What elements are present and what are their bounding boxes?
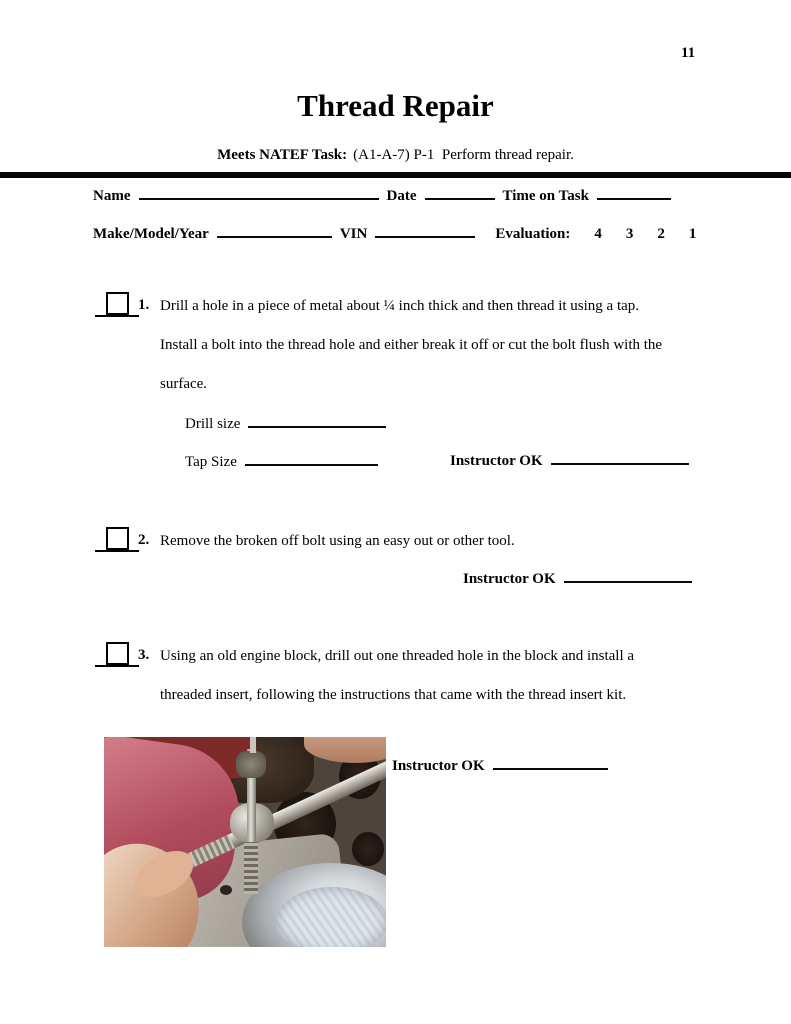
evaluation-score-2: 2 bbox=[657, 226, 665, 242]
photo-tap-threads bbox=[244, 842, 258, 894]
task3-text bbox=[160, 647, 634, 725]
task3-line-1: Using an old engine block, drill out one threaded hole in the block and install a bbox=[160, 648, 635, 664]
time-on-task-field-blank[interactable] bbox=[597, 197, 671, 200]
tap-size-field-blank[interactable] bbox=[245, 463, 378, 466]
checkbox-box-icon bbox=[106, 527, 129, 550]
checkbox-box-icon bbox=[106, 292, 129, 315]
task3-instructor-ok-blank[interactable] bbox=[493, 767, 608, 770]
task2-text bbox=[160, 532, 515, 571]
page-number: 11 bbox=[681, 45, 696, 61]
checkbox-box-icon bbox=[106, 642, 129, 665]
checkbox-underline bbox=[95, 665, 139, 667]
drill-size-label: Drill size bbox=[185, 416, 241, 432]
drill-size-field-blank[interactable] bbox=[248, 425, 386, 428]
natef-task-label: Meets NATEF Task: bbox=[217, 147, 348, 163]
evaluation-label: Evaluation: bbox=[495, 226, 571, 242]
evaluation-score-1: 1 bbox=[688, 226, 697, 242]
task3-instructor-ok-row bbox=[392, 758, 608, 775]
task2-number: 2. bbox=[138, 532, 150, 548]
task2-instructor-ok-row bbox=[463, 571, 692, 588]
task1-line-2: Install a bolt into the thread hole and either break it off or cut the bolt flush with the bbox=[160, 337, 663, 353]
task3-instructor-ok-label: Instructor OK bbox=[392, 758, 485, 774]
photo-tap-knob bbox=[236, 751, 266, 778]
evaluation-score-4: 4 bbox=[594, 226, 602, 242]
task2-instructor-ok-blank[interactable] bbox=[564, 580, 692, 583]
photo-block-pocket bbox=[352, 832, 384, 866]
make-model-year-label: Make/Model/Year bbox=[93, 226, 209, 242]
photo-tap-stem bbox=[250, 737, 256, 753]
photo-cylinder-bore-honing bbox=[276, 887, 386, 947]
natef-task-line bbox=[0, 147, 791, 164]
task1-instructor-ok-blank[interactable] bbox=[551, 462, 689, 465]
checkbox-underline bbox=[95, 315, 139, 317]
vin-label: VIN bbox=[339, 226, 368, 242]
evaluation-score-3: 3 bbox=[625, 226, 634, 242]
photo-bolt-hole bbox=[220, 885, 232, 895]
task2-instructor-ok-label: Instructor OK bbox=[463, 571, 556, 587]
form-row-1 bbox=[93, 188, 671, 205]
task2-checkbox[interactable] bbox=[95, 527, 139, 552]
task3-photo bbox=[104, 737, 386, 947]
natef-task-text: (A1-A-7) P-1 Perform thread repair. bbox=[353, 147, 574, 163]
task2-line-1: Remove the broken off bolt using an easy out or other tool. bbox=[160, 533, 515, 549]
tap-size-row bbox=[185, 454, 378, 471]
vin-field-blank[interactable] bbox=[375, 235, 475, 238]
task3-number: 3. bbox=[138, 647, 150, 663]
divider-rule bbox=[0, 172, 791, 178]
task1-checkbox[interactable] bbox=[95, 292, 139, 317]
date-label: Date bbox=[386, 188, 417, 204]
task3-line-2: threaded insert, following the instructions that came with the thread insert kit. bbox=[160, 687, 627, 703]
form-row-2 bbox=[93, 226, 696, 243]
tap-size-label: Tap Size bbox=[185, 454, 237, 470]
date-field-blank[interactable] bbox=[425, 197, 495, 200]
task3-checkbox[interactable] bbox=[95, 642, 139, 667]
make-model-year-field-blank[interactable] bbox=[217, 235, 332, 238]
task1-text bbox=[160, 297, 662, 414]
name-label: Name bbox=[93, 188, 131, 204]
time-on-task-label: Time on Task bbox=[502, 188, 589, 204]
task1-number: 1. bbox=[138, 297, 150, 313]
page-title: Thread Repair bbox=[297, 88, 494, 123]
task1-instructor-ok-row bbox=[450, 453, 689, 470]
checkbox-underline bbox=[95, 550, 139, 552]
task1-line-3: surface. bbox=[160, 376, 208, 392]
name-field-blank[interactable] bbox=[139, 197, 379, 200]
task1-instructor-ok-label: Instructor OK bbox=[450, 453, 543, 469]
task1-line-1: Drill a hole in a piece of metal about ¼ inch thick and then thread it using a tap. bbox=[160, 298, 640, 314]
drill-size-row bbox=[185, 416, 386, 433]
